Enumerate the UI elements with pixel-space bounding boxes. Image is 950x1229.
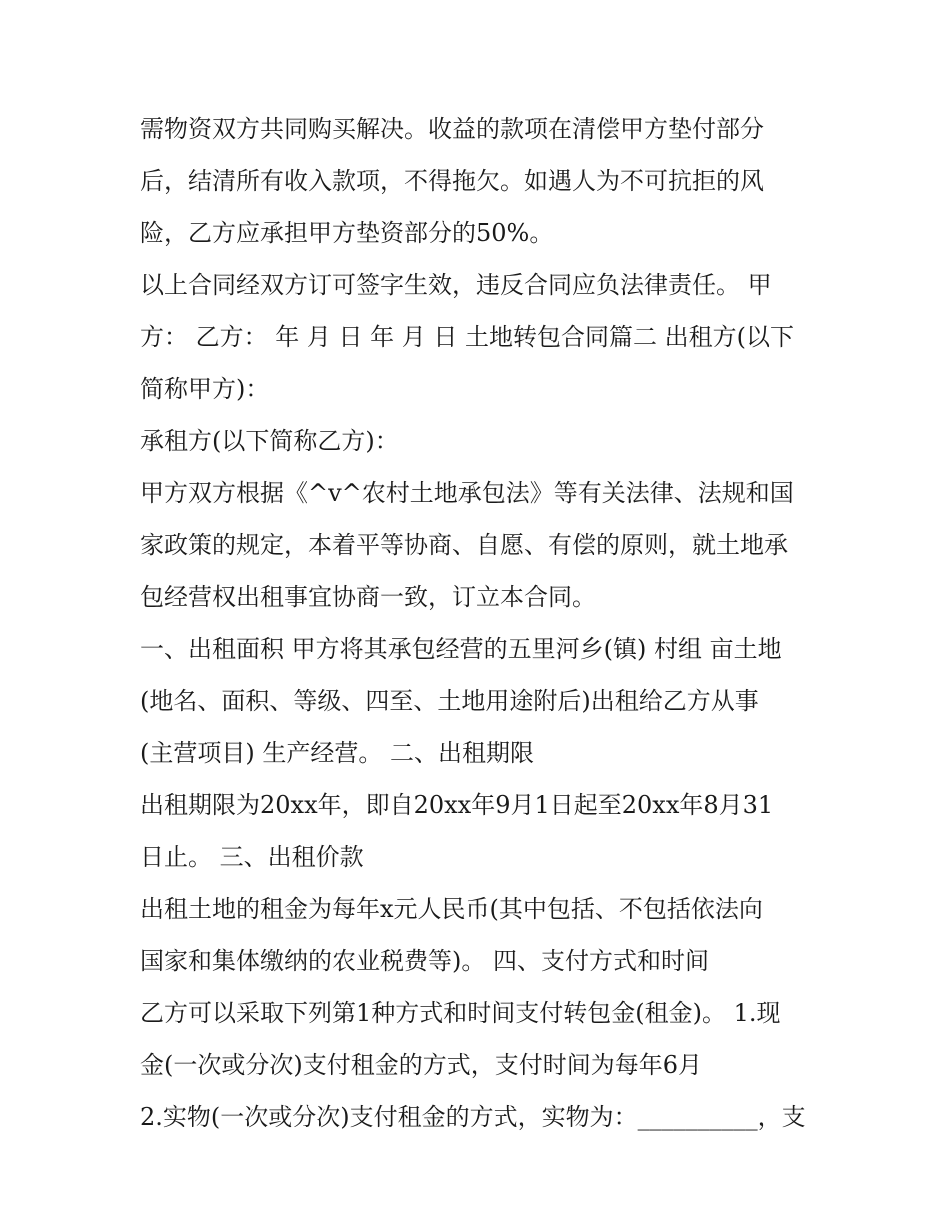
text-line: 日止。 三、出租价款	[140, 843, 364, 871]
text-line: 家政策的规定，本着平等协商、自愿、有偿的原则，就土地承	[140, 531, 788, 559]
text-line: 出租土地的租金为每年x元人民币(其中包括、不包括依法向	[140, 895, 763, 923]
text-line: 承租方(以下简称乙方)：	[140, 427, 399, 455]
text-line: 险，乙方应承担甲方垫资部分的50%。	[140, 219, 554, 247]
text-line: 包经营权出租事宜协商一致，订立本合同。	[140, 583, 596, 611]
text-line: 简称甲方)：	[140, 375, 270, 403]
text-line: 乙方可以采取下列第1种方式和时间支付转包金(租金)。 1.现	[140, 999, 781, 1027]
contract-text	[140, 103, 820, 1143]
text-line: 后，结清所有收入款项，不得拖欠。如遇人为不可抗拒的风	[140, 167, 764, 195]
text-line: 需物资双方共同购买解决。收益的款项在清偿甲方垫付部分	[140, 115, 764, 143]
text-line: 出租期限为20xx年，即自20xx年9月1日起至20xx年8月31	[140, 791, 774, 819]
text-line: 国家和集体缴纳的农业税费等)。 四、支付方式和时间	[140, 947, 709, 975]
text-line: 以上合同经双方订可签字生效，违反合同应负法律责任。 甲	[140, 271, 772, 299]
text-line: 方： 乙方： 年 月 日 年 月 日 土地转包合同篇二 出租方(以下	[140, 323, 795, 351]
text-line: 甲方双方根据《^v^农村土地承包法》等有关法律、法规和国	[140, 479, 794, 507]
text-line: 金(一次或分次)支付租金的方式，支付时间为每年6月	[140, 1051, 702, 1079]
text-line: (地名、面积、等级、四至、土地用途附后)出租给乙方从事	[140, 687, 759, 715]
text-line: 2.实物(一次或分次)支付租金的方式，实物为：__________，支	[140, 1103, 806, 1131]
text-line: (主营项目) 生产经营。 二、出租期限	[140, 739, 534, 767]
text-line: 一、出租面积 甲方将其承包经营的五里河乡(镇) 村组 亩土地	[140, 635, 782, 663]
